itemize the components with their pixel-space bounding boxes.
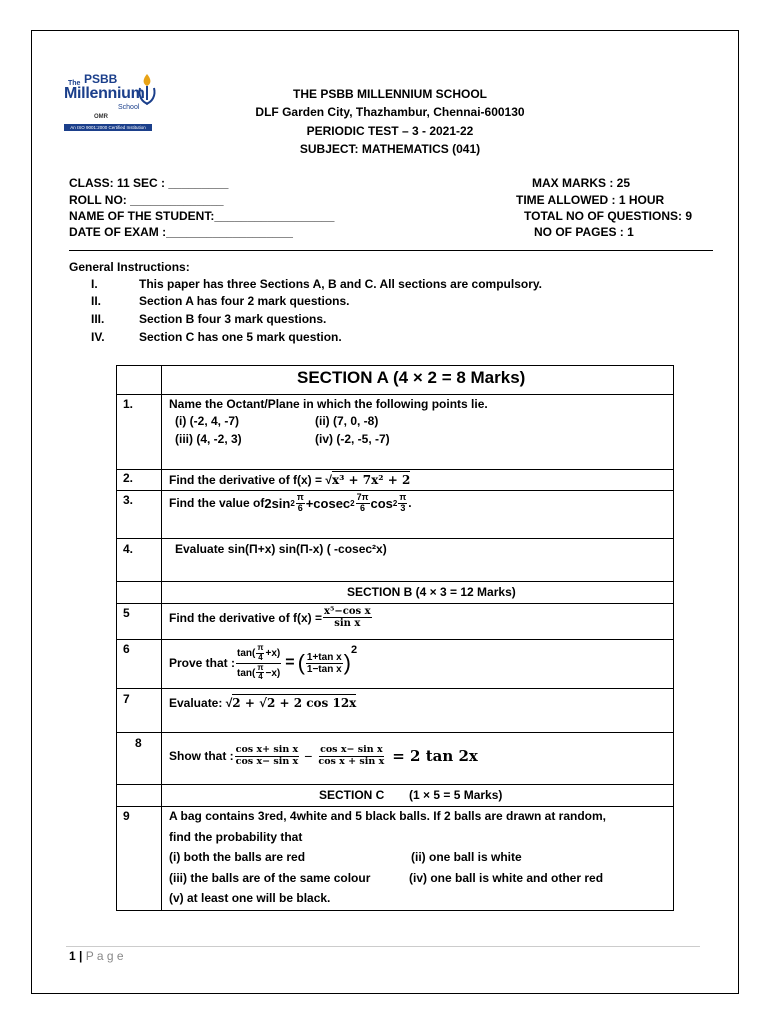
question-number: 6: [123, 642, 130, 656]
section-b-title: SECTION B (4 × 3 = 12 Marks): [347, 585, 516, 599]
row-divider: [117, 581, 673, 582]
q3-square: 2: [290, 498, 295, 508]
q3-fraction-pi-6: [296, 493, 305, 514]
q8-minus: −: [304, 748, 313, 764]
instruction-text: Section B four 3 mark questions.: [139, 312, 327, 326]
logo-school: School: [118, 104, 140, 111]
q3-fraction-7pi-6: [356, 493, 370, 514]
q1-point: (iv) (-2, -5, -7): [315, 432, 390, 446]
q3-fraction-pi-3: [398, 493, 407, 514]
page-word: P a g e: [85, 949, 124, 963]
q7-outer-radicand: [232, 694, 356, 710]
q8-fraction-1: [235, 745, 300, 767]
q6-label: Prove that :: [169, 656, 236, 670]
instructions-title: General Instructions:: [69, 260, 190, 274]
q4-text: Evaluate sin(Π+x) sin(Π-x) ( -cosec²x): [175, 542, 387, 556]
row-divider: [117, 806, 673, 807]
sqrt-icon: √: [259, 696, 267, 710]
instruction-num: II.: [91, 294, 102, 308]
question-table: [116, 365, 674, 911]
q6-square: 2: [350, 644, 358, 656]
row-divider: [117, 538, 673, 539]
q8-rhs: = 2 tan 2x: [392, 747, 478, 765]
question-number: 9: [123, 809, 130, 823]
q8-numerator: cos x+ sin x: [235, 744, 299, 756]
q8-fraction-2: [317, 745, 385, 767]
q3-text: [169, 493, 412, 514]
q6-tan: tan: [237, 647, 253, 659]
q3-numerator: π: [296, 492, 304, 502]
question-number: 1.: [123, 397, 134, 411]
question-number: 5: [123, 606, 130, 620]
instruction-num: I.: [91, 277, 98, 291]
q6-pi-4: [256, 644, 264, 663]
q2-expression: x³ + 7x² + 2: [331, 473, 411, 487]
q5-numerator: x⁵−cos x: [324, 606, 371, 617]
q3-label: Find the value of: [169, 496, 265, 511]
instruction-num: III.: [91, 312, 105, 326]
row-divider: [117, 469, 673, 470]
column-divider: [161, 366, 162, 910]
q6-plus-x: +x: [265, 647, 277, 659]
q3-cosec: +cosec: [305, 495, 351, 511]
instruction-text: Section C has one 5 mark question.: [139, 330, 342, 344]
instruction-text: This paper has three Sections A, B and C. All sections are compulsory.: [139, 277, 542, 291]
q3-cos: cos: [370, 495, 393, 511]
row-divider: [117, 490, 673, 491]
instruction-text: Section A has four 2 mark questions.: [139, 294, 350, 308]
torch-emblem-icon: [136, 72, 158, 106]
row-divider: [117, 394, 673, 395]
logo-psbb: PSBB: [84, 72, 118, 86]
logo-omr: OMR: [94, 114, 108, 120]
exam-date-field: DATE OF EXAM :___________________: [69, 225, 293, 239]
sqrt-icon: √: [225, 696, 233, 710]
q3-numerator: π: [399, 492, 407, 502]
q3-square: 2: [350, 498, 355, 508]
question-number: 7: [123, 692, 130, 706]
q6-pi: π: [257, 642, 264, 652]
subject: SUBJECT: MATHEMATICS (041): [299, 142, 481, 156]
q6-rhs-numerator: 1+tan x: [306, 651, 342, 663]
page-footer: [69, 949, 124, 963]
q7-inner-radicand: 2 + 2 cos 12x: [266, 696, 357, 710]
q6-equals: =: [285, 654, 295, 671]
instruction-num: IV.: [91, 330, 105, 344]
q5-text: [169, 606, 373, 629]
page-separator: |: [79, 949, 83, 963]
q6-tan: tan: [237, 667, 253, 679]
q6-lhs-denominator: tan( $\frac{\pi}{4}$ −x): [237, 662, 281, 682]
question-number: 2.: [123, 471, 134, 485]
row-divider: [117, 732, 673, 733]
q6-lhs-fraction: [236, 644, 281, 682]
q6-lhs-numerator: tan( $\frac{\pi}{4}$ +x): [237, 642, 281, 662]
header-divider: [69, 250, 713, 251]
q6-four: 4: [258, 652, 263, 662]
row-divider: [117, 688, 673, 689]
row-divider: [117, 603, 673, 604]
q7-label: Evaluate:: [169, 696, 226, 710]
q6-minus-x: −x: [265, 667, 277, 679]
q6-four: 4: [258, 672, 263, 682]
q9-part: (iii) the balls are of the same colour: [169, 871, 371, 885]
q1-point: (i) (-2, 4, -7): [175, 414, 240, 428]
logo-iso-banner: An ISO 9001:2000 Certified Institution: [64, 124, 152, 131]
q1-point: (ii) (7, 0, -8): [315, 414, 379, 428]
row-divider: [117, 784, 673, 785]
q9-part: (ii) one ball is white: [411, 850, 522, 864]
q5-label: Find the derivative of f(x) =: [169, 610, 323, 625]
q6-text: [169, 640, 357, 686]
q8-numerator: cos x− sin x: [320, 744, 383, 756]
time-allowed: TIME ALLOWED : 1 HOUR: [516, 193, 665, 207]
roll-field: ROLL NO: ______________: [69, 193, 224, 207]
q9-part: (v) at least one will be black.: [169, 891, 331, 905]
q5-denominator: sin x: [334, 618, 361, 629]
question-number: 4.: [123, 542, 134, 556]
page-number: 1: [69, 949, 76, 963]
q7-text: [169, 696, 356, 710]
school-address: DLF Garden City, Thazhambur, Chennai-600130: [255, 105, 525, 119]
test-name: PERIODIC TEST – 3 - 2021-22: [306, 124, 474, 138]
section-a-title: SECTION A (4 × 2 = 8 Marks): [297, 368, 526, 387]
total-questions: TOTAL NO OF QUESTIONS: 9: [524, 209, 693, 223]
question-number: 8: [135, 736, 142, 750]
q3-sin: 2sin: [264, 495, 291, 511]
number-of-pages: NO OF PAGES : 1: [534, 225, 634, 239]
q8-text: [169, 734, 478, 778]
question-number: 3.: [123, 493, 134, 507]
max-marks: MAX MARKS : 25: [532, 176, 631, 190]
q6-pi: π: [257, 662, 264, 672]
q3-denominator: 3: [400, 502, 406, 513]
school-logo: [64, 72, 160, 138]
q8-label: Show that :: [169, 749, 234, 763]
sqrt-icon: √: [325, 473, 332, 487]
q8-denominator: cos x + sin x: [318, 755, 385, 767]
q7-outer-term: 2 +: [232, 696, 260, 710]
q6-pi-4: [256, 664, 264, 683]
q2-label: Find the derivative of f(x) =: [169, 473, 326, 487]
q1-text: Name the Octant/Plane in which the following points lie.: [169, 397, 488, 411]
q3-dot: .: [408, 496, 412, 511]
q6-rhs-denominator: 1−tan x: [306, 663, 342, 675]
q3-square: 2: [392, 498, 398, 508]
logo-millennium: Millennium: [64, 85, 145, 102]
q9-line: A bag contains 3red, 4white and 5 black balls. If 2 balls are drawn at random,: [169, 809, 607, 823]
class-field: CLASS: 11 SEC : _________: [69, 176, 229, 190]
q2-text: [169, 473, 410, 487]
q3-numerator: 7π: [356, 492, 369, 502]
q8-denominator: cos x− sin x: [235, 755, 299, 767]
q6-left-paren: (: [297, 650, 305, 675]
section-c-title: SECTION C: [319, 788, 385, 802]
q9-part: (i) both the balls are red: [169, 850, 306, 864]
q5-fraction: [323, 606, 372, 629]
q3-denominator: 6: [360, 502, 366, 513]
q3-denominator: 6: [297, 502, 303, 513]
q9-part: (iv) one ball is white and other red: [409, 871, 604, 885]
logo-the: The: [68, 80, 81, 87]
q9-line: find the probability that: [169, 830, 303, 844]
student-name-field: NAME OF THE STUDENT:__________________: [69, 209, 335, 223]
q1-point: (iii) (4, -2, 3): [175, 432, 242, 446]
footer-divider: [66, 946, 700, 947]
q6-rhs-fraction: [306, 652, 343, 675]
q6-right-paren: ): [343, 650, 351, 675]
section-c-marks: (1 × 5 = 5 Marks): [409, 788, 503, 802]
school-name: THE PSBB MILLENNIUM SCHOOL: [293, 87, 487, 101]
